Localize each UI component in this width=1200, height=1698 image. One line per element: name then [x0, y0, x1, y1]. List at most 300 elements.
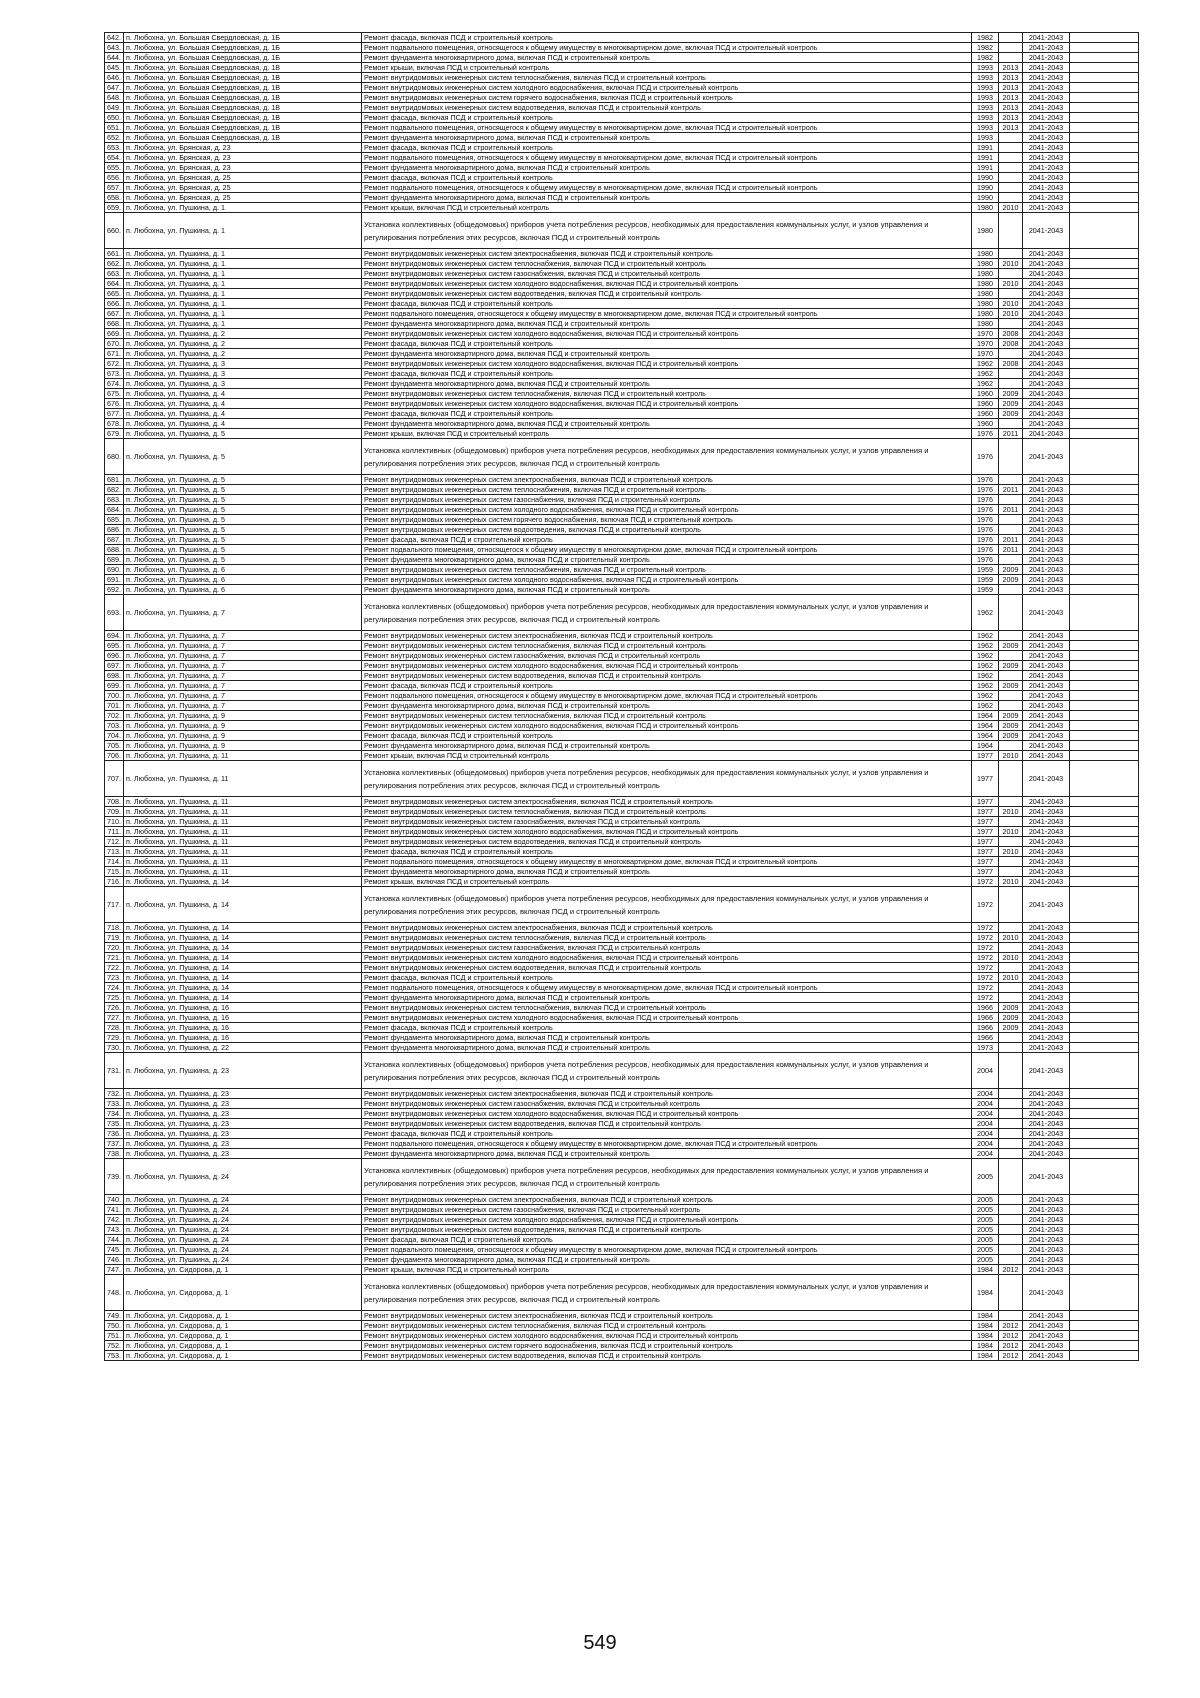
address-cell: п. Любохна, ул. Большая Свердловская, д. 1В: [124, 73, 362, 83]
row-number: 741.: [105, 1205, 124, 1215]
address-cell: п. Любохна, ул. Пушкина, д. 11: [124, 807, 362, 817]
blank-cell: [1070, 681, 1139, 691]
address-cell: п. Любохна, ул. Большая Свердловская, д. 1В: [124, 93, 362, 103]
planned-period-cell: 2041-2043: [1023, 505, 1070, 515]
row-number: 734.: [105, 1109, 124, 1119]
year-built-cell: 1993: [972, 133, 999, 143]
blank-cell: [1070, 123, 1139, 133]
year-built-cell: 1993: [972, 63, 999, 73]
table-row: [105, 213, 1139, 249]
address-cell: п. Любохна, ул. Пушкина, д. 14: [124, 953, 362, 963]
row-number: 699.: [105, 681, 124, 691]
row-number: 725.: [105, 993, 124, 1003]
year-built-cell: 1980: [972, 259, 999, 269]
planned-period-cell: 2041-2043: [1023, 535, 1070, 545]
planned-period-cell: 2041-2043: [1023, 123, 1070, 133]
row-number: 681.: [105, 475, 124, 485]
work-type-cell: Ремонт внутридомовых инженерных систем теплоснабжения, включая ПСД и строительный контроль: [362, 1003, 972, 1013]
table-row: [105, 807, 1139, 817]
planned-period-cell: 2041-2043: [1023, 721, 1070, 731]
work-type-cell: Ремонт внутридомовых инженерных систем холодного водоснабжения, включая ПСД и строительный контроль: [362, 953, 972, 963]
year-built-cell: 1962: [972, 651, 999, 661]
row-number: 661.: [105, 249, 124, 259]
row-number: 643.: [105, 43, 124, 53]
row-number: 731.: [105, 1053, 124, 1089]
last-repair-year-cell: [999, 163, 1023, 173]
last-repair-year-cell: [999, 213, 1023, 249]
last-repair-year-cell: 2010: [999, 847, 1023, 857]
planned-period-cell: 2041-2043: [1023, 1245, 1070, 1255]
last-repair-year-cell: [999, 183, 1023, 193]
table-row: [105, 133, 1139, 143]
row-number: 729.: [105, 1033, 124, 1043]
last-repair-year-cell: [999, 1119, 1023, 1129]
table-row: [105, 555, 1139, 565]
table-row: [105, 73, 1139, 83]
last-repair-year-cell: [999, 1089, 1023, 1099]
work-type-cell: Ремонт подвального помещения, относящегося к общему имуществу в многоквартирном доме, включая ПСД и строительный контроль: [362, 43, 972, 53]
table-row: [105, 1235, 1139, 1245]
work-type-cell: Ремонт фасада, включая ПСД и строительный контроль: [362, 369, 972, 379]
address-cell: п. Любохна, ул. Сидорова, д. 1: [124, 1311, 362, 1321]
row-number: 645.: [105, 63, 124, 73]
work-type-cell: Ремонт внутридомовых инженерных систем холодного водоснабжения, включая ПСД и строительный контроль: [362, 827, 972, 837]
blank-cell: [1070, 711, 1139, 721]
table-row: [105, 319, 1139, 329]
table-row: [105, 847, 1139, 857]
year-built-cell: 1964: [972, 731, 999, 741]
planned-period-cell: 2041-2043: [1023, 1351, 1070, 1361]
table-row: [105, 1159, 1139, 1195]
row-number: 656.: [105, 173, 124, 183]
row-number: 721.: [105, 953, 124, 963]
table-row: [105, 681, 1139, 691]
year-built-cell: 1976: [972, 495, 999, 505]
year-built-cell: 1977: [972, 847, 999, 857]
table-row: [105, 1099, 1139, 1109]
year-built-cell: 1973: [972, 1043, 999, 1053]
address-cell: п. Любохна, ул. Пушкина, д. 7: [124, 651, 362, 661]
planned-period-cell: 2041-2043: [1023, 389, 1070, 399]
last-repair-year-cell: [999, 741, 1023, 751]
work-type-cell: Ремонт внутридомовых инженерных систем теплоснабжения, включая ПСД и строительный контроль: [362, 1321, 972, 1331]
planned-period-cell: 2041-2043: [1023, 575, 1070, 585]
table-row: [105, 419, 1139, 429]
row-number: 652.: [105, 133, 124, 143]
row-number: 685.: [105, 515, 124, 525]
blank-cell: [1070, 93, 1139, 103]
address-cell: п. Любохна, ул. Пушкина, д. 7: [124, 631, 362, 641]
address-cell: п. Любохна, ул. Пушкина, д. 23: [124, 1129, 362, 1139]
planned-period-cell: 2041-2043: [1023, 1089, 1070, 1099]
planned-period-cell: 2041-2043: [1023, 943, 1070, 953]
address-cell: п. Любохна, ул. Пушкина, д. 24: [124, 1195, 362, 1205]
work-type-cell: Установка коллективных (общедомовых) приборов учета потребления ресурсов, необходимых для предоставления коммунальных услуг, и узлов управления и регулирования потребления этих ресурсов, включая ПСД и строительный контроль: [362, 1053, 972, 1089]
last-repair-year-cell: 2012: [999, 1331, 1023, 1341]
planned-period-cell: 2041-2043: [1023, 661, 1070, 671]
year-built-cell: 1972: [972, 923, 999, 933]
work-type-cell: Ремонт фасада, включая ПСД и строительный контроль: [362, 847, 972, 857]
work-type-cell: Ремонт внутридомовых инженерных систем горячего водоснабжения, включая ПСД и строительный контроль: [362, 515, 972, 525]
address-cell: п. Любохна, ул. Пушкина, д. 3: [124, 359, 362, 369]
work-type-cell: Ремонт внутридомовых инженерных систем электроснабжения, включая ПСД и строительный контроль: [362, 923, 972, 933]
last-repair-year-cell: [999, 349, 1023, 359]
year-built-cell: 1972: [972, 953, 999, 963]
work-type-cell: Ремонт фундамента многоквартирного дома, включая ПСД и строительный контроль: [362, 867, 972, 877]
row-number: 709.: [105, 807, 124, 817]
last-repair-year-cell: 2011: [999, 535, 1023, 545]
last-repair-year-cell: 2013: [999, 83, 1023, 93]
row-number: 735.: [105, 1119, 124, 1129]
last-repair-year-cell: [999, 193, 1023, 203]
row-number: 700.: [105, 691, 124, 701]
last-repair-year-cell: 2011: [999, 505, 1023, 515]
blank-cell: [1070, 761, 1139, 797]
work-type-cell: Ремонт подвального помещения, относящегося к общему имуществу в многоквартирном доме, включая ПСД и строительный контроль: [362, 857, 972, 867]
work-type-cell: Ремонт фасада, включая ПСД и строительный контроль: [362, 173, 972, 183]
last-repair-year-cell: [999, 1275, 1023, 1311]
planned-period-cell: 2041-2043: [1023, 289, 1070, 299]
year-built-cell: 1976: [972, 515, 999, 525]
blank-cell: [1070, 193, 1139, 203]
work-type-cell: Ремонт внутридомовых инженерных систем теплоснабжения, включая ПСД и строительный контроль: [362, 73, 972, 83]
work-type-cell: Ремонт фасада, включая ПСД и строительный контроль: [362, 731, 972, 741]
row-number: 743.: [105, 1225, 124, 1235]
blank-cell: [1070, 535, 1139, 545]
address-cell: п. Любохна, ул. Пушкина, д. 7: [124, 701, 362, 711]
address-cell: п. Любохна, ул. Пушкина, д. 7: [124, 661, 362, 671]
address-cell: п. Любохна, ул. Сидорова, д. 1: [124, 1331, 362, 1341]
row-number: 750.: [105, 1321, 124, 1331]
row-number: 659.: [105, 203, 124, 213]
year-built-cell: 1966: [972, 1013, 999, 1023]
work-type-cell: Ремонт внутридомовых инженерных систем водоотведения, включая ПСД и строительный контроль: [362, 671, 972, 681]
work-type-cell: Ремонт фундамента многоквартирного дома, включая ПСД и строительный контроль: [362, 1033, 972, 1043]
year-built-cell: 1980: [972, 203, 999, 213]
row-number: 693.: [105, 595, 124, 631]
planned-period-cell: 2041-2043: [1023, 651, 1070, 661]
work-type-cell: Ремонт подвального помещения, относящегося к общему имуществу в многоквартирном доме, включая ПСД и строительный контроль: [362, 183, 972, 193]
table-row: [105, 103, 1139, 113]
row-number: 723.: [105, 973, 124, 983]
address-cell: п. Любохна, ул. Пушкина, д. 3: [124, 369, 362, 379]
work-type-cell: Установка коллективных (общедомовых) приборов учета потребления ресурсов, необходимых для предоставления коммунальных услуг, и узлов управления и регулирования потребления этих ресурсов, включая ПСД и строительный контроль: [362, 1159, 972, 1195]
table-row: [105, 193, 1139, 203]
last-repair-year-cell: [999, 1255, 1023, 1265]
row-number: 680.: [105, 439, 124, 475]
last-repair-year-cell: [999, 817, 1023, 827]
last-repair-year-cell: [999, 963, 1023, 973]
year-built-cell: 1962: [972, 691, 999, 701]
work-type-cell: Ремонт фундамента многоквартирного дома, включая ПСД и строительный контроль: [362, 585, 972, 595]
table-row: [105, 1089, 1139, 1099]
planned-period-cell: 2041-2043: [1023, 923, 1070, 933]
planned-period-cell: 2041-2043: [1023, 193, 1070, 203]
last-repair-year-cell: [999, 631, 1023, 641]
row-number: 682.: [105, 485, 124, 495]
row-number: 665.: [105, 289, 124, 299]
address-cell: п. Любохна, ул. Пушкина, д. 1: [124, 259, 362, 269]
work-type-cell: Ремонт крыши, включая ПСД и строительный контроль: [362, 63, 972, 73]
work-type-cell: Установка коллективных (общедомовых) приборов учета потребления ресурсов, необходимых для предоставления коммунальных услуг, и узлов управления и регулирования потребления этих ресурсов, включая ПСД и строительный контроль: [362, 887, 972, 923]
row-number: 676.: [105, 399, 124, 409]
blank-cell: [1070, 1205, 1139, 1215]
table-row: [105, 173, 1139, 183]
work-type-cell: Ремонт подвального помещения, относящегося к общему имуществу в многоквартирном доме, включая ПСД и строительный контроль: [362, 1139, 972, 1149]
blank-cell: [1070, 943, 1139, 953]
address-cell: п. Любохна, ул. Пушкина, д. 4: [124, 419, 362, 429]
last-repair-year-cell: [999, 133, 1023, 143]
work-type-cell: Ремонт внутридомовых инженерных систем холодного водоснабжения, включая ПСД и строительный контроль: [362, 399, 972, 409]
address-cell: п. Любохна, ул. Пушкина, д. 14: [124, 887, 362, 923]
work-type-cell: Ремонт внутридомовых инженерных систем теплоснабжения, включая ПСД и строительный контроль: [362, 485, 972, 495]
blank-cell: [1070, 1149, 1139, 1159]
year-built-cell: 1966: [972, 1033, 999, 1043]
blank-cell: [1070, 827, 1139, 837]
year-built-cell: 1962: [972, 681, 999, 691]
last-repair-year-cell: [999, 761, 1023, 797]
address-cell: п. Любохна, ул. Пушкина, д. 5: [124, 429, 362, 439]
table-row: [105, 309, 1139, 319]
table-row: [105, 63, 1139, 73]
row-number: 660.: [105, 213, 124, 249]
blank-cell: [1070, 485, 1139, 495]
last-repair-year-cell: [999, 495, 1023, 505]
address-cell: п. Любохна, ул. Пушкина, д. 9: [124, 741, 362, 751]
year-built-cell: 1977: [972, 867, 999, 877]
table-row: [105, 983, 1139, 993]
table-row: [105, 1265, 1139, 1275]
table-row: [105, 389, 1139, 399]
blank-cell: [1070, 1139, 1139, 1149]
year-built-cell: 1990: [972, 193, 999, 203]
year-built-cell: 1960: [972, 419, 999, 429]
last-repair-year-cell: 2012: [999, 1265, 1023, 1275]
planned-period-cell: 2041-2043: [1023, 877, 1070, 887]
year-built-cell: 1991: [972, 153, 999, 163]
planned-period-cell: 2041-2043: [1023, 163, 1070, 173]
address-cell: п. Любохна, ул. Пушкина, д. 5: [124, 485, 362, 495]
address-cell: п. Любохна, ул. Брянская, д. 23: [124, 153, 362, 163]
year-built-cell: 1972: [972, 877, 999, 887]
last-repair-year-cell: [999, 555, 1023, 565]
table-row: [105, 1013, 1139, 1023]
year-built-cell: 1960: [972, 389, 999, 399]
table-row: [105, 1003, 1139, 1013]
planned-period-cell: 2041-2043: [1023, 429, 1070, 439]
last-repair-year-cell: 2011: [999, 545, 1023, 555]
last-repair-year-cell: [999, 475, 1023, 485]
year-built-cell: 1977: [972, 797, 999, 807]
work-type-cell: Ремонт внутридомовых инженерных систем горячего водоснабжения, включая ПСД и строительный контроль: [362, 93, 972, 103]
address-cell: п. Любохна, ул. Брянская, д. 23: [124, 163, 362, 173]
row-number: 747.: [105, 1265, 124, 1275]
row-number: 688.: [105, 545, 124, 555]
last-repair-year-cell: [999, 983, 1023, 993]
row-number: 655.: [105, 163, 124, 173]
blank-cell: [1070, 1109, 1139, 1119]
address-cell: п. Любохна, ул. Пушкина, д. 9: [124, 711, 362, 721]
last-repair-year-cell: 2009: [999, 661, 1023, 671]
table-row: [105, 1205, 1139, 1215]
year-built-cell: 2005: [972, 1255, 999, 1265]
year-built-cell: 1959: [972, 585, 999, 595]
table-row: [105, 711, 1139, 721]
blank-cell: [1070, 867, 1139, 877]
planned-period-cell: 2041-2043: [1023, 953, 1070, 963]
last-repair-year-cell: [999, 1195, 1023, 1205]
address-cell: п. Любохна, ул. Пушкина, д. 1: [124, 299, 362, 309]
planned-period-cell: 2041-2043: [1023, 817, 1070, 827]
blank-cell: [1070, 183, 1139, 193]
work-type-cell: Установка коллективных (общедомовых) приборов учета потребления ресурсов, необходимых для предоставления коммунальных услуг, и узлов управления и регулирования потребления этих ресурсов, включая ПСД и строительный контроль: [362, 1275, 972, 1311]
row-number: 716.: [105, 877, 124, 887]
address-cell: п. Любохна, ул. Пушкина, д. 23: [124, 1139, 362, 1149]
address-cell: п. Любохна, ул. Пушкина, д. 1: [124, 319, 362, 329]
table-row: [105, 857, 1139, 867]
row-number: 720.: [105, 943, 124, 953]
year-built-cell: 1976: [972, 429, 999, 439]
work-type-cell: Ремонт фасада, включая ПСД и строительный контроль: [362, 1235, 972, 1245]
address-cell: п. Любохна, ул. Пушкина, д. 14: [124, 983, 362, 993]
year-built-cell: 1984: [972, 1311, 999, 1321]
address-cell: п. Любохна, ул. Сидорова, д. 1: [124, 1321, 362, 1331]
row-number: 719.: [105, 933, 124, 943]
last-repair-year-cell: 2012: [999, 1341, 1023, 1351]
year-built-cell: 1962: [972, 631, 999, 641]
year-built-cell: 1980: [972, 279, 999, 289]
table-row: [105, 495, 1139, 505]
table-row: [105, 671, 1139, 681]
last-repair-year-cell: 2010: [999, 877, 1023, 887]
year-built-cell: 1980: [972, 309, 999, 319]
last-repair-year-cell: 2008: [999, 329, 1023, 339]
table-row: [105, 1139, 1139, 1149]
row-number: 684.: [105, 505, 124, 515]
planned-period-cell: 2041-2043: [1023, 329, 1070, 339]
blank-cell: [1070, 379, 1139, 389]
address-cell: п. Любохна, ул. Пушкина, д. 24: [124, 1255, 362, 1265]
year-built-cell: 1982: [972, 43, 999, 53]
planned-period-cell: 2041-2043: [1023, 515, 1070, 525]
blank-cell: [1070, 259, 1139, 269]
last-repair-year-cell: [999, 943, 1023, 953]
address-cell: п. Любохна, ул. Пушкина, д. 23: [124, 1109, 362, 1119]
year-built-cell: 1993: [972, 93, 999, 103]
planned-period-cell: 2041-2043: [1023, 671, 1070, 681]
row-number: 686.: [105, 525, 124, 535]
work-type-cell: Ремонт фасада, включая ПСД и строительный контроль: [362, 113, 972, 123]
work-type-cell: Ремонт внутридомовых инженерных систем электроснабжения, включая ПСД и строительный контроль: [362, 1311, 972, 1321]
work-type-cell: Ремонт внутридомовых инженерных систем теплоснабжения, включая ПСД и строительный контроль: [362, 807, 972, 817]
work-type-cell: Ремонт внутридомовых инженерных систем электроснабжения, включая ПСД и строительный контроль: [362, 631, 972, 641]
last-repair-year-cell: [999, 53, 1023, 63]
planned-period-cell: 2041-2043: [1023, 1149, 1070, 1159]
work-type-cell: Ремонт внутридомовых инженерных систем газоснабжения, включая ПСД и строительный контроль: [362, 651, 972, 661]
last-repair-year-cell: 2009: [999, 641, 1023, 651]
planned-period-cell: 2041-2043: [1023, 309, 1070, 319]
address-cell: п. Любохна, ул. Брянская, д. 23: [124, 143, 362, 153]
table-row: [105, 33, 1139, 43]
table-row: [105, 505, 1139, 515]
table-row: [105, 761, 1139, 797]
work-type-cell: Ремонт внутридомовых инженерных систем водоотведения, включая ПСД и строительный контроль: [362, 1225, 972, 1235]
blank-cell: [1070, 203, 1139, 213]
planned-period-cell: 2041-2043: [1023, 485, 1070, 495]
table-row: [105, 701, 1139, 711]
last-repair-year-cell: 2009: [999, 409, 1023, 419]
planned-period-cell: 2041-2043: [1023, 113, 1070, 123]
work-type-cell: Ремонт внутридомовых инженерных систем водоотведения, включая ПСД и строительный контроль: [362, 1119, 972, 1129]
planned-period-cell: 2041-2043: [1023, 867, 1070, 877]
address-cell: п. Любохна, ул. Большая Свердловская, д. 1Б: [124, 53, 362, 63]
last-repair-year-cell: 2011: [999, 485, 1023, 495]
planned-period-cell: 2041-2043: [1023, 751, 1070, 761]
row-number: 679.: [105, 429, 124, 439]
year-built-cell: 1964: [972, 721, 999, 731]
table-row: [105, 1043, 1139, 1053]
planned-period-cell: 2041-2043: [1023, 963, 1070, 973]
year-built-cell: 1972: [972, 993, 999, 1003]
work-type-cell: Ремонт фасада, включая ПСД и строительный контроль: [362, 33, 972, 43]
last-repair-year-cell: [999, 651, 1023, 661]
blank-cell: [1070, 1341, 1139, 1351]
last-repair-year-cell: [999, 173, 1023, 183]
table-row: [105, 1195, 1139, 1205]
work-type-cell: Ремонт фундамента многоквартирного дома, включая ПСД и строительный контроль: [362, 379, 972, 389]
blank-cell: [1070, 319, 1139, 329]
planned-period-cell: 2041-2043: [1023, 439, 1070, 475]
planned-period-cell: 2041-2043: [1023, 153, 1070, 163]
last-repair-year-cell: 2010: [999, 279, 1023, 289]
row-number: 687.: [105, 535, 124, 545]
table-row: [105, 289, 1139, 299]
table-row: [105, 339, 1139, 349]
row-number: 713.: [105, 847, 124, 857]
year-built-cell: 1962: [972, 359, 999, 369]
year-built-cell: 1959: [972, 565, 999, 575]
blank-cell: [1070, 329, 1139, 339]
last-repair-year-cell: [999, 419, 1023, 429]
last-repair-year-cell: [999, 797, 1023, 807]
work-type-cell: Ремонт крыши, включая ПСД и строительный контроль: [362, 429, 972, 439]
year-built-cell: 1976: [972, 535, 999, 545]
work-type-cell: Ремонт внутридомовых инженерных систем холодного водоснабжения, включая ПСД и строительный контроль: [362, 329, 972, 339]
planned-period-cell: 2041-2043: [1023, 279, 1070, 289]
address-cell: п. Любохна, ул. Большая Свердловская, д. 1В: [124, 103, 362, 113]
work-type-cell: Ремонт внутридомовых инженерных систем теплоснабжения, включая ПСД и строительный контроль: [362, 389, 972, 399]
table-row: [105, 1109, 1139, 1119]
planned-period-cell: 2041-2043: [1023, 73, 1070, 83]
blank-cell: [1070, 83, 1139, 93]
address-cell: п. Любохна, ул. Пушкина, д. 24: [124, 1235, 362, 1245]
address-cell: п. Любохна, ул. Пушкина, д. 14: [124, 963, 362, 973]
year-built-cell: 2005: [972, 1215, 999, 1225]
work-type-cell: Ремонт фасада, включая ПСД и строительный контроль: [362, 339, 972, 349]
row-number: 706.: [105, 751, 124, 761]
blank-cell: [1070, 1275, 1139, 1311]
last-repair-year-cell: 2010: [999, 299, 1023, 309]
last-repair-year-cell: 2010: [999, 933, 1023, 943]
address-cell: п. Любохна, ул. Пушкина, д. 23: [124, 1149, 362, 1159]
work-type-cell: Ремонт подвального помещения, относящегося к общему имуществу в многоквартирном доме, включая ПСД и строительный контроль: [362, 691, 972, 701]
blank-cell: [1070, 887, 1139, 923]
planned-period-cell: 2041-2043: [1023, 339, 1070, 349]
last-repair-year-cell: 2013: [999, 103, 1023, 113]
last-repair-year-cell: [999, 289, 1023, 299]
table-row: [105, 631, 1139, 641]
year-built-cell: 1977: [972, 827, 999, 837]
